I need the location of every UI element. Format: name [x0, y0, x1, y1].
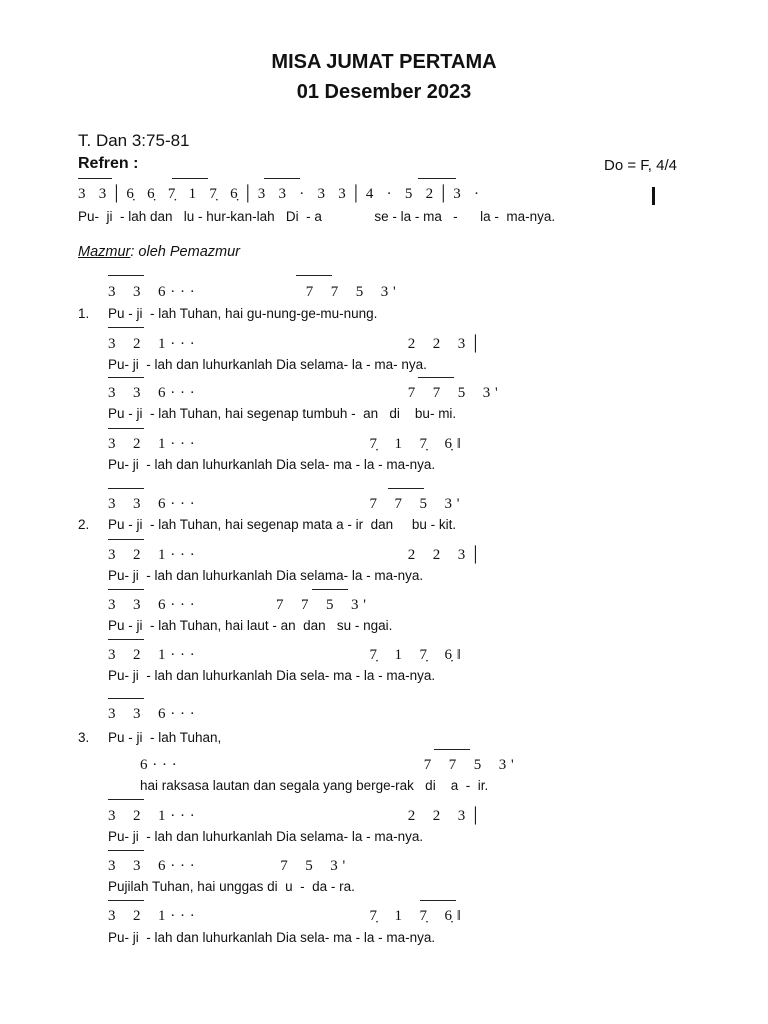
verse3-line5-notes: 3 2 1 · · · 7̣ 1 7̣ 6̣ ‖ — [108, 908, 462, 924]
verse-number: 1. — [78, 306, 90, 321]
beam-line — [434, 749, 470, 750]
key-signature: Do = F, 4/4 — [604, 157, 677, 174]
verse1-line4-lyrics: Pu- ji - lah dan luhurkanlah Dia sela- ma - la - ma-nya. — [108, 457, 436, 472]
beam-line — [418, 178, 456, 179]
beam-line — [108, 377, 144, 378]
verse2-line2-lyrics: Pu- ji - lah dan luhurkanlah Dia selama- la - ma-nya. — [108, 568, 424, 583]
beam-line — [108, 488, 144, 489]
verse2-line2-notes: 3 2 1 · · · 2 2 3 │ — [108, 547, 482, 563]
verse2-line1-lyrics: Pu - ji - lah Tuhan, hai segenap mata a - ir dan bu - kit. — [108, 517, 457, 532]
refren-lyrics: Pu- ji - lah dan lu - hur-kan-lah Di - a se - la - ma - la - ma-nya. — [78, 209, 556, 224]
beam-line — [312, 589, 348, 590]
verse3-line2-lyrics: hai raksasa lautan dan segala yang berge-rak di a - ir. — [140, 778, 489, 793]
beam-line — [108, 850, 144, 851]
beam-line — [296, 275, 332, 276]
beam-line — [108, 275, 144, 276]
verse3-line3-lyrics: Pu- ji - lah dan luhurkanlah Dia selama- la - ma-nya. — [108, 829, 424, 844]
verse1-line3-lyrics: Pu - ji - lah Tuhan, hai segenap tumbuh - an di bu- mi. — [108, 406, 457, 421]
beam-line — [418, 377, 454, 378]
beam-line — [78, 178, 112, 179]
verse2-line4-lyrics: Pu- ji - lah dan luhurkanlah Dia sela- ma - la - ma-nya. — [108, 668, 436, 683]
beam-line — [108, 639, 144, 640]
verse1-line2-lyrics: Pu- ji - lah dan luhurkanlah Dia selama- la - ma- nya. — [108, 357, 427, 372]
verse3-line1-lyrics: Pu - ji - lah Tuhan, — [108, 730, 222, 745]
verse3-line5-lyrics: Pu- ji - lah dan luhurkanlah Dia sela- ma - la - ma-nya. — [108, 930, 436, 945]
beam-line — [172, 178, 208, 179]
verse3-line1-notes: 3 3 6 · · · — [108, 706, 196, 722]
beam-line — [108, 698, 144, 699]
verse1-line3-notes: 3 3 6 · · · 7 7 5 3 ' — [108, 385, 499, 401]
beam-line — [420, 900, 456, 901]
verse3-line4-lyrics: Pujilah Tuhan, hai unggas di u - da - ra. — [108, 879, 355, 894]
verse2-line3-lyrics: Pu - ji - lah Tuhan, hai laut - an dan su - ngai. — [108, 618, 393, 633]
verse3-line4-notes: 3 3 6 · · · 7 5 3 ' — [108, 858, 346, 874]
verse3-line3-notes: 3 2 1 · · · 2 2 3 │ — [108, 808, 482, 824]
beam-line — [108, 900, 144, 901]
reading-reference: T. Dan 3:75-81 — [78, 131, 190, 150]
beam-line — [264, 178, 300, 179]
verse2-line1-notes: 3 3 6 · · · 7 7 5 3 ' — [108, 496, 460, 512]
verse3-line2-notes: 6 · · · 7 7 5 3 ' — [140, 757, 515, 773]
beam-line — [108, 428, 144, 429]
verse1-line1-lyrics: Pu - ji - lah Tuhan, hai gu-nung-ge-mu-nung. — [108, 306, 378, 321]
beam-line — [388, 488, 424, 489]
verse2-line4-notes: 3 2 1 · · · 7̣ 1 7̣ 6̣ ‖ — [108, 647, 462, 663]
beam-line — [108, 539, 144, 540]
beam-line — [108, 799, 144, 800]
page-title: MISA JUMAT PERTAMA — [271, 51, 497, 73]
verse2-line3-notes: 3 3 6 · · · 7 7 5 3 ' — [108, 597, 367, 613]
verse1-line1-notes: 3 3 6 · · · 7 7 5 3 ' — [108, 284, 397, 300]
final-barline — [652, 187, 655, 205]
page-date: 01 Desember 2023 — [296, 81, 472, 103]
mazmur-label: Mazmur: oleh Pemazmur — [78, 244, 240, 260]
refren-label: Refren : — [78, 155, 139, 172]
beam-line — [108, 589, 144, 590]
refren-notes: 3 3 │ 6̣ 6̣ 7̣ 1 7̣ 6̣ │ 3 3 · 3 3 │ 4 · 5 2 │ 3 · — [78, 186, 480, 202]
verse-number: 2. — [78, 517, 90, 532]
verse1-line4-notes: 3 2 1 · · · 7̣ 1 7̣ 6̣ ‖ — [108, 436, 462, 452]
verse1-line2-notes: 3 2 1 · · · 2 2 3 │ — [108, 336, 482, 352]
verse-number: 3. — [78, 730, 90, 745]
beam-line — [108, 327, 144, 328]
